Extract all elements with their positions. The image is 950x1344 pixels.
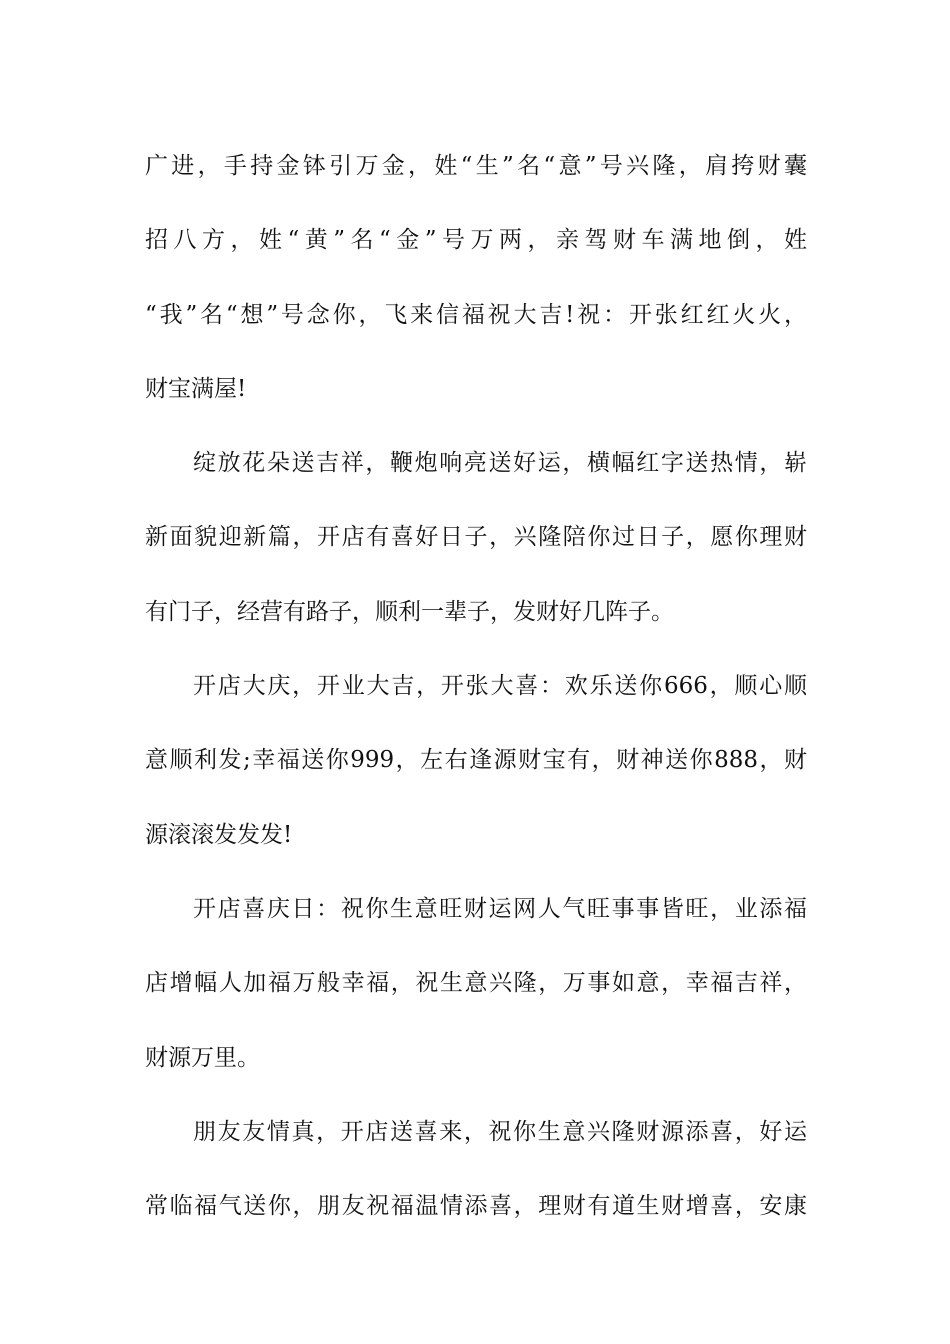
paragraph-line: 财源万里。 bbox=[145, 1044, 260, 1071]
paragraph-2 bbox=[145, 426, 807, 649]
paragraph-line: 招八方，姓“黄”名“金”号万两，亲驾财车满地倒，姓 bbox=[145, 227, 807, 254]
paragraph-line: 绽放花朵送吉祥，鞭炮响亮送好运，横幅红字送热情，崭 bbox=[193, 450, 807, 477]
paragraph-line: 有门子，经营有路子，顺利一辈子，发财好几阵子。 bbox=[145, 598, 674, 625]
paragraph-line: 财宝满屋! bbox=[145, 375, 247, 402]
paragraph-3 bbox=[145, 649, 807, 872]
paragraph-5 bbox=[145, 1095, 807, 1244]
paragraph-4 bbox=[145, 872, 807, 1095]
paragraph-line: “我”名“想”号念你，飞来信福祝大吉!祝：开张红红火火， bbox=[145, 301, 807, 328]
paragraph-line: 朋友友情真，开店送喜来，祝你生意兴隆财源添喜，好运 bbox=[193, 1118, 807, 1145]
paragraph-line: 新面貌迎新篇，开店有喜好日子，兴隆陪你过日子，愿你理财 bbox=[145, 524, 807, 551]
paragraph-1 bbox=[145, 129, 807, 426]
paragraph-line: 开店大庆，开业大吉，开张大喜：欢乐送你666，顺心顺 bbox=[193, 673, 807, 700]
paragraph-line: 意顺利发;幸福送你999，左右逢源财宝有，财神送你888，财 bbox=[145, 747, 807, 774]
paragraph-line: 店增幅人加福万般幸福，祝生意兴隆，万事如意，幸福吉祥， bbox=[145, 970, 807, 997]
document-body bbox=[145, 129, 807, 1243]
paragraph-line: 广进，手持金钵引万金，姓“生”名“意”号兴隆，肩挎财囊 bbox=[145, 153, 807, 179]
paragraph-line: 源滚滚发发发! bbox=[145, 821, 293, 848]
paragraph-line: 开店喜庆日：祝你生意旺财运网人气旺事事皆旺，业添福 bbox=[193, 895, 807, 922]
paragraph-line: 常临福气送你，朋友祝福温情添喜，理财有道生财增喜，安康 bbox=[145, 1193, 807, 1220]
